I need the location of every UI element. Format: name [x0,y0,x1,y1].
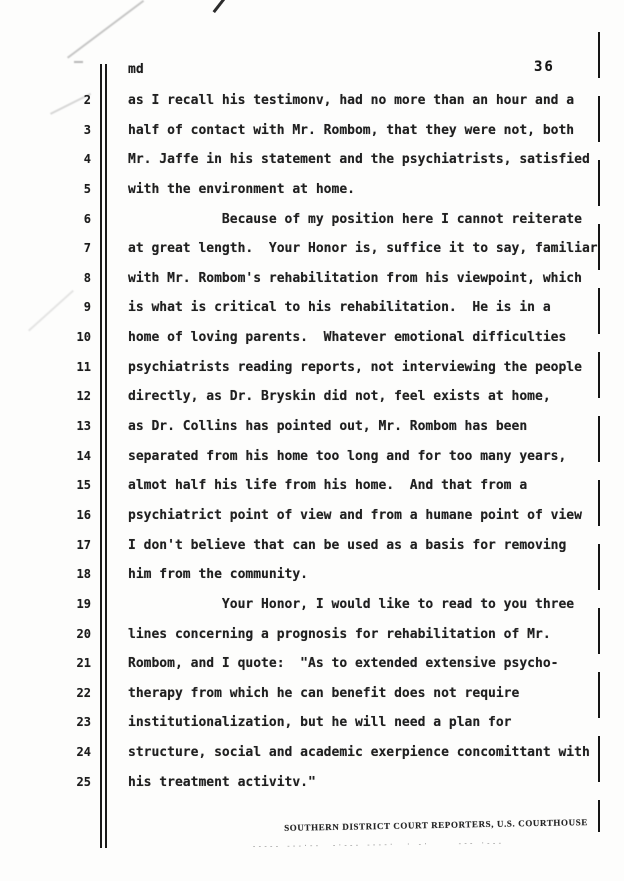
transcript-body [0,86,624,797]
transcript-line [0,264,624,294]
line-number: 7 [83,241,91,256]
line-text: as I recall his testimonv, had no more than an hour and a [128,93,575,108]
line-text: his treatment activitv." [128,774,316,790]
line-text: Rombom, and I quote: "As to extended extensive psycho- [128,656,559,672]
line-text: Because of my position here I cannot reiterate [128,211,582,227]
transcript-line [0,679,624,709]
line-number: 14 [76,448,91,463]
transcript-line [0,738,624,768]
transcript-line [0,708,624,738]
line-text: directly, as Dr. Bryskin did not, feel exists at home, [128,389,551,405]
transcript-line [0,620,624,650]
line-number: 16 [76,507,91,522]
line-number: 13 [76,419,91,434]
line-number: 19 [76,596,91,611]
transcript-line [0,116,624,146]
line-number: 11 [76,359,91,374]
line-number: 2 [83,93,91,107]
line-text: Mr. Jaffe in his statement and the psychiatrists, satisfied [128,152,590,168]
transcript-line [0,234,624,264]
line-number: 17 [76,537,91,552]
transcript-line [0,175,624,205]
transcript-line [0,560,624,590]
line-text: him from the community. [128,567,309,583]
line-number: 24 [76,745,91,760]
transcript-line [0,293,624,323]
transcript-line [0,649,624,679]
line-text: psychiatrict point of view and from a humane point of view [128,507,582,523]
transcript-line [0,145,624,175]
transcript-line [0,442,624,472]
line-text: almot half his life from his home. And that from a [128,478,528,494]
line-number: 8 [83,270,91,285]
transcript-line [0,323,624,353]
transcript-line [0,205,624,235]
transcript-line [0,86,624,116]
typist-initials: md [128,62,144,77]
page-number: 36 [534,59,555,75]
line-text: at great length. Your Honor is, suffice it to say, familiar [128,241,598,257]
line-text: home of loving parents. Whatever emotional difficulties [128,330,567,346]
line-number: 22 [76,685,91,700]
line-number: 9 [83,300,91,315]
transcript-line [0,382,624,412]
line-number: 6 [83,211,91,226]
line-text: therapy from which he can benefit does not require [128,685,520,701]
line-text: lines concerning a prognosis for rehabilitation of Mr. [128,626,551,642]
line-number: 20 [76,626,91,641]
scan-mark [213,0,227,13]
line-text: psychiatrists reading reports, not interviewing the people [128,359,582,375]
line-number: 18 [76,567,91,582]
transcript-line [0,501,624,531]
line-number: 23 [76,715,91,730]
transcript-line [0,590,624,620]
line-text: half of contact with Mr. Rombom, that they were not, both [128,122,575,138]
line-number: 21 [76,656,91,671]
line-number: 5 [83,181,91,196]
line-text: institutionalization, but he will need a plan for [128,715,512,731]
line-number: 25 [76,774,91,789]
transcript-line [0,471,624,501]
line-text: with Mr. Rombom's rehabilitation from his viewpoint, which [128,270,582,286]
court-reporters-footer: SOUTHERN DISTRICT COURT REPORTERS, U.S. COURTHOUSE [284,817,588,833]
line-text: separated from his home too long and for too many years, [128,448,567,464]
footer-address-illegible: ----- ---·-- -·--- ----· · -· --- ·--- [251,839,504,851]
line-text: Your Honor, I would like to read to you three [128,596,575,612]
line-number: 15 [76,478,91,493]
transcript-line [0,353,624,383]
line-number: 12 [76,389,91,404]
line-text: I don't believe that can be used as a basis for removing [128,537,567,553]
line-number: 10 [76,330,91,345]
line-text: with the environment at home. [128,181,355,197]
transcript-line [0,531,624,561]
transcript-line [0,768,624,798]
transcript-line [0,412,624,442]
line-number: 3 [83,122,91,137]
scan-scratch [67,0,144,58]
line-number: 4 [83,152,91,167]
faint-line-one-mark [74,61,83,63]
line-text: structure, social and academic exerpience concomittant with [128,745,590,761]
line-text: as Dr. Collins has pointed out, Mr. Rombom has been [128,419,528,435]
line-text: is what is critical to his rehabilitation. He is in a [128,300,551,316]
